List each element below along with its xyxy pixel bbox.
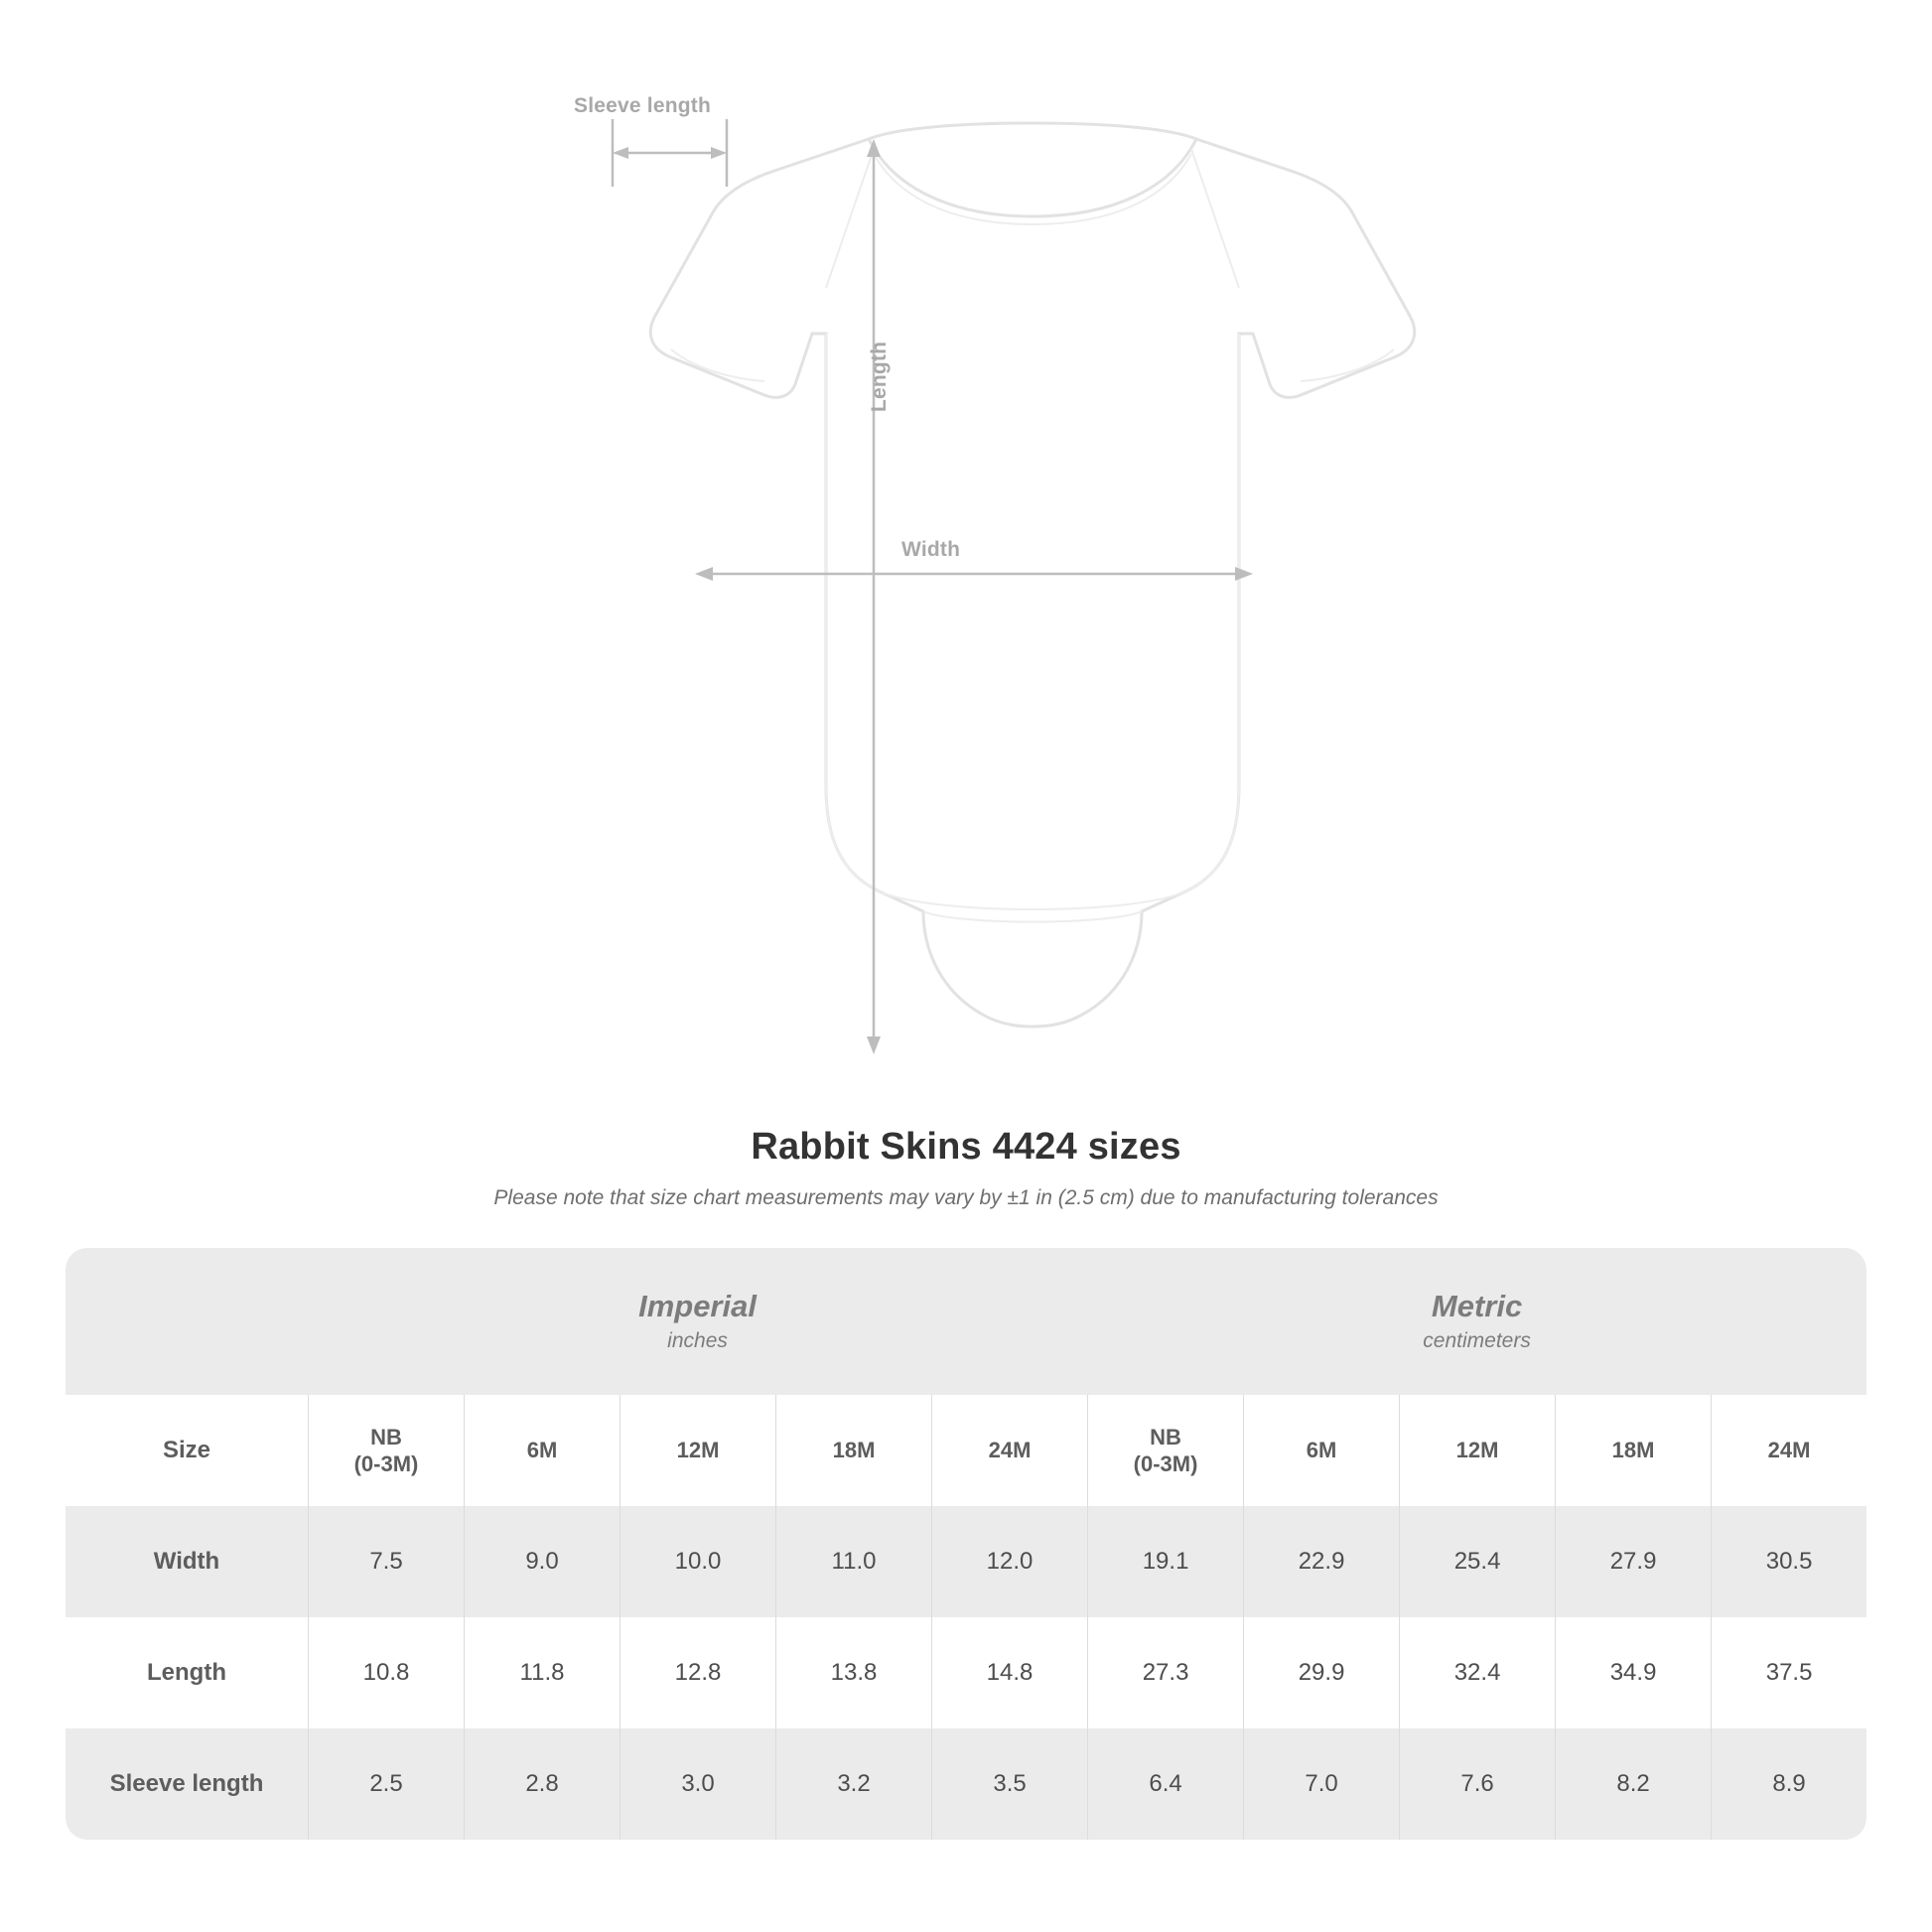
title-block bbox=[0, 1126, 1932, 1210]
row-label-width: Width bbox=[66, 1506, 308, 1617]
cell-sleeve-imperial-12m: 3.0 bbox=[620, 1728, 775, 1840]
cell-length-metric-24m: 37.5 bbox=[1711, 1617, 1866, 1728]
size-header-metric-12m: 12M bbox=[1399, 1395, 1555, 1506]
size-header-label: Size bbox=[66, 1395, 308, 1506]
size-header-metric-18m: 18M bbox=[1555, 1395, 1711, 1506]
cell-sleeve-metric-24m: 8.9 bbox=[1711, 1728, 1866, 1840]
size-table-wrapper bbox=[66, 1248, 1866, 1840]
unit-name-metric: Metric bbox=[1431, 1288, 1523, 1323]
cell-width-metric-6m: 22.9 bbox=[1243, 1506, 1399, 1617]
table-row bbox=[66, 1728, 1866, 1840]
unit-name-imperial: Imperial bbox=[638, 1288, 757, 1323]
cell-length-imperial-24m: 14.8 bbox=[931, 1617, 1087, 1728]
cell-sleeve-imperial-18m: 3.2 bbox=[775, 1728, 931, 1840]
size-header-row bbox=[66, 1395, 1866, 1506]
size-header-imperial-nb: NB (0-3M) bbox=[308, 1395, 464, 1506]
cell-sleeve-metric-6m: 7.0 bbox=[1243, 1728, 1399, 1840]
size-header-metric-6m: 6M bbox=[1243, 1395, 1399, 1506]
unit-header-metric bbox=[1087, 1248, 1866, 1395]
cell-width-metric-12m: 25.4 bbox=[1399, 1506, 1555, 1617]
cell-width-imperial-18m: 11.0 bbox=[775, 1506, 931, 1617]
sleeve-length-label: Sleeve length bbox=[574, 94, 711, 117]
unit-header-row bbox=[66, 1248, 1866, 1395]
size-table bbox=[66, 1248, 1866, 1840]
tolerance-note: Please note that size chart measurements may vary by ±1 in (2.5 cm) due to manufacturing tolerances bbox=[493, 1186, 1439, 1209]
cell-width-imperial-nb: 7.5 bbox=[308, 1506, 464, 1617]
cell-sleeve-metric-18m: 8.2 bbox=[1555, 1728, 1711, 1840]
cell-length-imperial-nb: 10.8 bbox=[308, 1617, 464, 1728]
size-header-imperial-18m: 18M bbox=[775, 1395, 931, 1506]
cell-width-imperial-24m: 12.0 bbox=[931, 1506, 1087, 1617]
cell-length-imperial-6m: 11.8 bbox=[464, 1617, 620, 1728]
size-header-imperial-12m: 12M bbox=[620, 1395, 775, 1506]
unit-sub-imperial: inches bbox=[667, 1329, 728, 1353]
row-label-length: Length bbox=[66, 1617, 308, 1728]
length-label: Length bbox=[868, 341, 891, 412]
cell-sleeve-metric-12m: 7.6 bbox=[1399, 1728, 1555, 1840]
table-row bbox=[66, 1617, 1866, 1728]
cell-length-metric-nb: 27.3 bbox=[1087, 1617, 1243, 1728]
width-label: Width bbox=[901, 538, 961, 561]
cell-length-metric-6m: 29.9 bbox=[1243, 1617, 1399, 1728]
cell-length-imperial-12m: 12.8 bbox=[620, 1617, 775, 1728]
cell-sleeve-imperial-6m: 2.8 bbox=[464, 1728, 620, 1840]
size-header-metric-nb: NB (0-3M) bbox=[1087, 1395, 1243, 1506]
cell-sleeve-imperial-24m: 3.5 bbox=[931, 1728, 1087, 1840]
size-header-imperial-24m: 24M bbox=[931, 1395, 1087, 1506]
size-header-metric-24m: 24M bbox=[1711, 1395, 1866, 1506]
cell-length-metric-18m: 34.9 bbox=[1555, 1617, 1711, 1728]
cell-sleeve-metric-nb: 6.4 bbox=[1087, 1728, 1243, 1840]
cell-length-imperial-18m: 13.8 bbox=[775, 1617, 931, 1728]
cell-width-metric-18m: 27.9 bbox=[1555, 1506, 1711, 1617]
unit-header-spacer bbox=[66, 1248, 308, 1395]
unit-sub-metric: centimeters bbox=[1423, 1329, 1531, 1353]
cell-width-imperial-12m: 10.0 bbox=[620, 1506, 775, 1617]
size-header-imperial-6m: 6M bbox=[464, 1395, 620, 1506]
unit-header-imperial bbox=[308, 1248, 1087, 1395]
table-row bbox=[66, 1506, 1866, 1617]
row-label-sleeve-length: Sleeve length bbox=[66, 1728, 308, 1840]
cell-width-metric-24m: 30.5 bbox=[1711, 1506, 1866, 1617]
cell-width-imperial-6m: 9.0 bbox=[464, 1506, 620, 1617]
cell-width-metric-nb: 19.1 bbox=[1087, 1506, 1243, 1617]
cell-sleeve-imperial-nb: 2.5 bbox=[308, 1728, 464, 1840]
page-title: Rabbit Skins 4424 sizes bbox=[751, 1126, 1181, 1168]
cell-length-metric-12m: 32.4 bbox=[1399, 1617, 1555, 1728]
